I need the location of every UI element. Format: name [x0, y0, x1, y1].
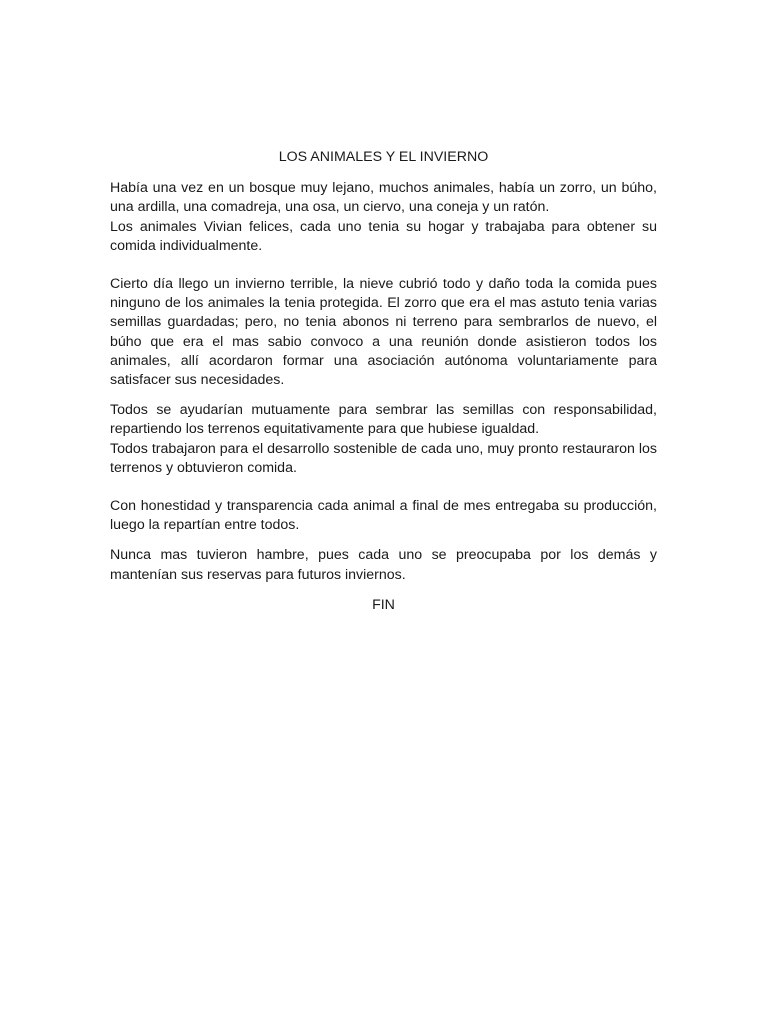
paragraph-mutual-help: Todos se ayudarían mutuamente para sembrar las semillas con responsabilidad, repartiendo los terrenos equitativamente para que hubiese igualdad.: [110, 402, 657, 438]
paragraph-intro: Había una vez en un bosque muy lejano, muchos animales, había un zorro, un búho, una ardilla, una comadreja, una osa, un ciervo, una coneja y un ratón.: [110, 180, 657, 216]
document-body: [110, 148, 657, 615]
document-title: LOS ANIMALES Y EL INVIERNO: [278, 149, 489, 165]
paragraph-honesty: Con honestidad y transparencia cada animal a final de mes entregaba su producción, luego la repartían entre todos.: [110, 498, 657, 534]
document-ending: FIN: [372, 596, 395, 613]
paragraph-conclusion: Nunca mas tuvieron hambre, pues cada uno se preocupaba por los demás y mantenían sus reservas para futuros inviernos.: [110, 547, 657, 583]
paragraph-animals-life: Los animales Vivian felices, cada uno tenia su hogar y trabajaba para obtener su comida individualmente.: [110, 218, 657, 254]
paragraph-sustainable-work: Todos trabajaron para el desarrollo sostenible de cada uno, muy pronto restauraron los terrenos y obtuvieron comida.: [110, 440, 657, 476]
paragraph-winter: Cierto día llego un invierno terrible, la nieve cubrió todo y daño toda la comida pues ninguno de los animales la tenia protegida. El zorro que era el mas astuto tenia varias semillas guardadas; pero, no tenia abonos ni terreno para sembrarlos de nuevo, el búho que era el mas sabio convoco a una reunión donde asistieron todos los animales, allí acordaron formar una asociación autónoma voluntariamente para satisfacer sus necesidades.: [110, 276, 657, 389]
